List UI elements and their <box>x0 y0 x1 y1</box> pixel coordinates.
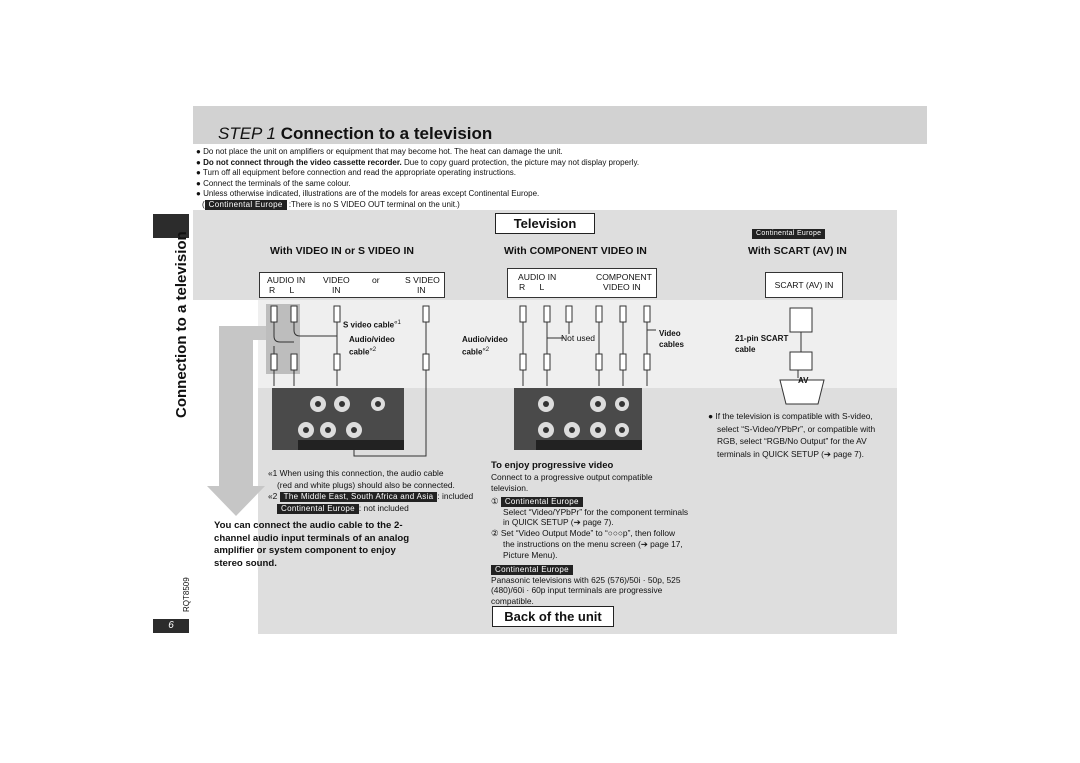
video-label: VIDEO <box>323 275 350 285</box>
col3-terminal-box: SCART (AV) IN <box>765 272 843 298</box>
continental-europe-badge: Continental Europe <box>491 565 573 575</box>
svideo-label: S VIDEO <box>405 275 440 285</box>
scart-note: ● If the television is compatible with S-video, select “S-Video/YPbPr”, or compatible with RGB, select “RGB/No Output” for the AV terminals in QUICK SETUP (➔ page 7). <box>708 411 876 459</box>
col2-cables-diagram <box>506 300 666 460</box>
continental-europe-badge: Continental Europe <box>277 504 359 514</box>
svideo-in-label: IN <box>417 285 426 295</box>
av-cable-label-col2: Audio/video cable$^{«2}$ <box>462 335 508 357</box>
col2-terminal-box <box>507 268 657 298</box>
region-badge: The Middle East, South Africa and Asia <box>280 492 438 502</box>
page-title <box>218 124 492 144</box>
av-label: AV <box>798 376 809 385</box>
col1-footnotes: «1 When using this connection, the audio cable (red and white plugs) should also be connected. «2 The Middle East, South Africa and Asia : included Continental Europe : not included <box>268 468 474 513</box>
scart-diagram <box>770 300 840 410</box>
continental-europe-badge: Continental Europe <box>501 497 583 507</box>
note-5: ● Unless otherwise indicated, illustrations are of the models for areas except Continental Europe. <box>196 189 540 198</box>
component-label: COMPONENT <box>596 272 652 282</box>
note-4: ● Connect the terminals of the same colour. <box>196 178 351 188</box>
page-number: 6 <box>153 619 189 633</box>
note-3: ● Turn off all equipment before connection and read the appropriate operating instructions. <box>196 168 517 177</box>
col3-badge: Continental Europe <box>752 229 825 239</box>
side-title: Connection to a television <box>173 231 190 418</box>
av-cable-label-col1: Audio/video cable$^{«2}$ <box>349 335 395 357</box>
audio-in-label: AUDIO IN <box>267 275 306 285</box>
or-label: or <box>372 275 380 285</box>
audio-in-label: AUDIO IN <box>518 272 557 282</box>
note-6: ( Continental Europe :There is no S VIDEO OUT terminal on the unit.) <box>202 199 460 209</box>
progressive-body: Connect to a progressive output compatible television. ① Continental Europe Select “Video/YPbPr” for the component terminals in QUICK SETUP (➔ page 7). ② Set “Video Output Mode” to “○○○p”, then follow the instructions on the menu screen (➔ page 17, Picture Menu). Continental Europe Panasonic televisions with 625 (576)/50i · 50p, 525 (480)/60i · 60p input terminals are progressive compatible. <box>491 472 689 607</box>
col1-terminal-box <box>259 272 445 298</box>
col1-heading: With VIDEO IN or S VIDEO IN <box>270 245 415 257</box>
col2-heading: With COMPONENT VIDEO IN <box>504 245 647 257</box>
not-used-label: Not used <box>561 333 596 343</box>
rl-label: R L <box>519 282 545 292</box>
doc-code: RQT8509 <box>182 577 191 612</box>
back-of-unit-label: Back of the unit <box>492 606 614 627</box>
video-in-label: IN <box>332 285 341 295</box>
video-in-label: VIDEO IN <box>603 282 641 292</box>
step-label: STEP 1 <box>218 124 276 143</box>
col3-heading: With SCART (AV) IN <box>748 245 847 257</box>
scart-cable-label: 21-pin SCART cable <box>735 334 789 354</box>
television-label: Television <box>495 213 595 234</box>
progressive-title: To enjoy progressive video <box>491 460 614 471</box>
svideo-cable-label: S video cable$^{«1}$ <box>343 320 401 330</box>
rl-label: R L <box>269 285 295 295</box>
note-1: ● Do not place the unit on amplifiers or equipment that may become hot. The heat can damage the unit. <box>196 147 563 156</box>
note-2: ● Do not connect through the video cassette recorder. Due to copy guard protection, the picture may not display properly. <box>196 157 640 167</box>
title-text: Connection to a television <box>280 124 493 143</box>
continental-europe-badge: Continental Europe <box>205 200 287 210</box>
video-cables-label: Video cables <box>659 329 684 349</box>
col1-paragraph: You can connect the audio cable to the 2- channel audio input terminals of an analog amplifier or system component to enjoy stereo sound. <box>214 520 410 569</box>
